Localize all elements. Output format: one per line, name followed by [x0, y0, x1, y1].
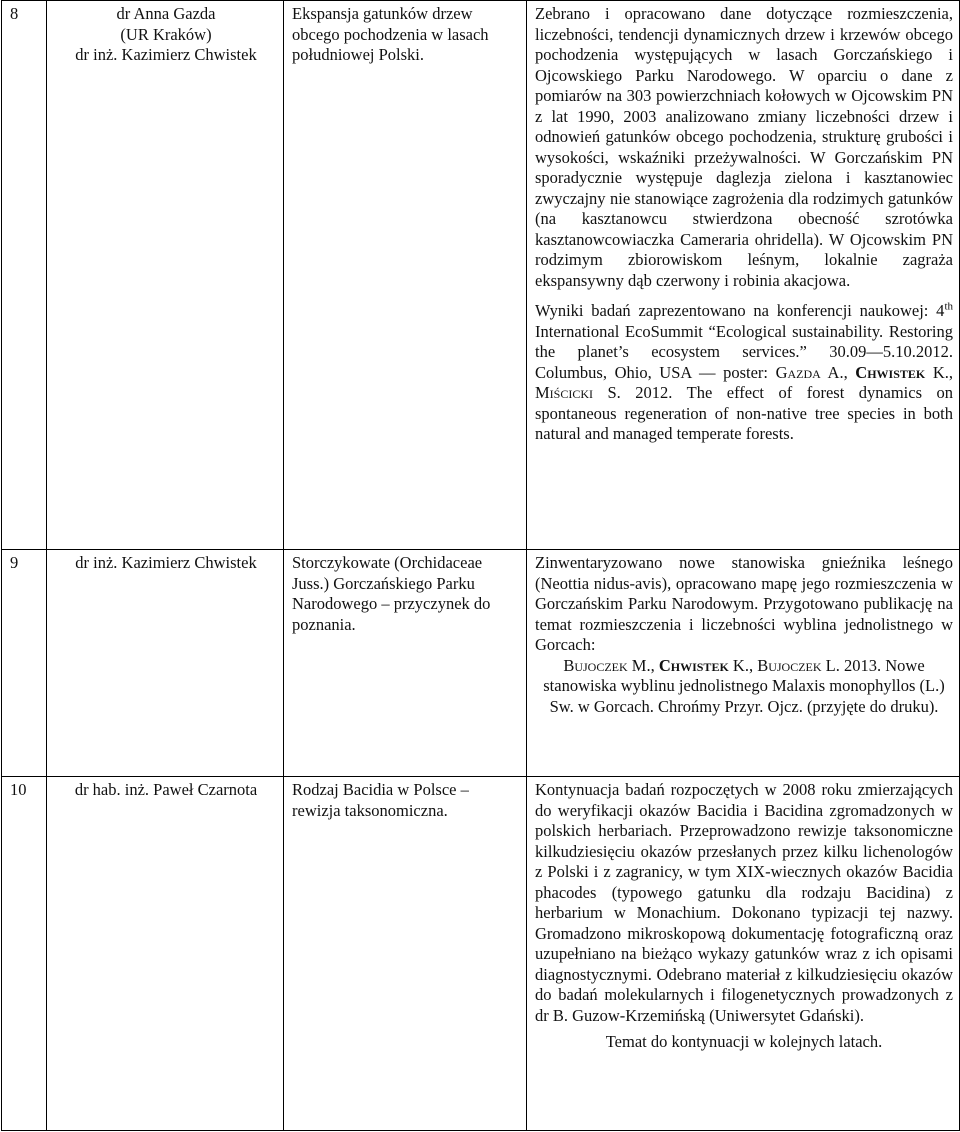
superscript: th [944, 300, 953, 313]
topic-cell [284, 550, 527, 777]
author-name: Bujoczek [563, 655, 628, 675]
description-paragraph [535, 301, 953, 445]
description [527, 777, 959, 1053]
description-paragraph: Zinwentaryzowano nowe stanowiska gnieźnika leśnego (Neottia nidus-avis), opracowano mapę jego rozmieszczenia w Gorczańskim Parku Narodowym. Przygotowano publikację na temat rozmieszczenia i liczebności wyblina jednolistnego w Gorcach: [535, 553, 953, 654]
author-name: Bujoczek [757, 655, 822, 675]
text-run: Wyniki badań zaprezentowano na konferencji naukowej: 4 [535, 301, 945, 320]
topic-title: Ekspansja gatunków drzew obcego pochodzenia w lasach południowej Polski. [292, 4, 489, 64]
row-number-cell [2, 550, 47, 777]
person-cell [47, 1, 284, 550]
person-name: dr Anna Gazda [116, 4, 216, 23]
description-paragraph: Zebrano i opracowano dane dotyczące rozmieszczenia, liczebności, tendencji dynamicznych drzew i krzewów obcego pochodzenia występujących w lasach Gorczańskiego i Ojcowskiego Parku Narodowego. W oparciu o dane z pomiarów na 303 powierzchniach kołowych w Ojcowskim PN z lat 1990, 2003 analizowano zmiany liczebności drzew i odnowień gatunków obcego pochodzenia, strukturę grubości i wysokości, wskaźniki przeżywalności. W Gorczańskim PN sporadycznie występuje daglezja zielona i kasztanowiec zwyczajny nie stanowiące zagrożenia dla rodzimych gatunków (na kasztanowcu stwierdzona obecność szrotówka kasztanowcowiaczka Cameraria ohridella). W Ojcowskim PN rodzimym zbiorowiskom leśnym, lokalnie zagraża ekspansywny dąb czerwony i robinia akacjowa. [535, 4, 953, 290]
person-cell [47, 550, 284, 777]
person-cell [47, 777, 284, 1131]
text-run: A., [820, 362, 856, 382]
table-row [2, 550, 960, 777]
text-run: K., [925, 362, 953, 382]
author-name: Miścicki [535, 383, 594, 402]
author-name: Gazda [775, 362, 821, 382]
text-run: S. 2012. The effect of forest dynamics on spontaneous regeneration of non-native tree species in both natural and managed temperate forests. [535, 383, 953, 443]
text-run: M., [627, 655, 659, 675]
description-cell [527, 550, 960, 777]
text-run: K., [728, 655, 758, 675]
text-run: International EcoSummit “Ecological sustainability. Restoring the planet’s ecosystem services.” 30.09—5.10.2012. Columbus, Ohio, USA — poster: [535, 321, 953, 382]
table-row [2, 777, 960, 1131]
person-name: dr hab. inż. Paweł Czarnota [74, 780, 258, 799]
person-affiliation: (UR Kraków) [120, 24, 212, 44]
description-cell [527, 777, 960, 1131]
topic-cell [284, 777, 527, 1131]
person-names [47, 1, 283, 66]
description-paragraph: Kontynuacja badań rozpoczętych w 2008 roku zmierzających do weryfikacji okazów Bacidia i Bacidina zgromadzonych w polskich herbariach. Przeprowadzono rewizje taksonomiczne kilkudziesięciu okazów przesłanych przez kilku lichenologów z Polski i z zagranicy, w tym XIX-wiecznych okazów Bacidia phacodes (typowego gatunku dla rodzaju Bacidina) z herbarium w Monachium. Dokonano typizacji tej nazwy. Gromadzono mikroskopową dokumentację fotograficzną oraz uzupełniano na bieżąco wykazy gatunków wraz z ich opisami diagnostycznymi. Odebrano materiał z kilkudziesięciu okazów do badań molekularnych i filogenetycznych prowadzonych z dr B. Guzow-Krzemińską (Uniwersytet Gdański). [535, 780, 953, 1025]
description [527, 1, 959, 445]
person-name: dr inż. Kazimierz Chwistek [75, 45, 257, 64]
row-number: 8 [10, 4, 19, 23]
person-names [47, 550, 283, 574]
topic-cell [284, 1, 527, 550]
description-paragraph: Temat do kontynuacji w kolejnych latach. [605, 1032, 883, 1051]
table-row [2, 1, 960, 550]
description-cell [527, 1, 960, 550]
person-names [47, 777, 283, 801]
author-name: Chwistek [658, 655, 729, 675]
row-number: 10 [10, 780, 27, 799]
description [527, 550, 959, 717]
author-name: Chwistek [855, 362, 926, 382]
description-paragraph [535, 656, 953, 718]
text-run: L. 2013. Nowe stanowiska wyblinu jednolistnego Malaxis monophyllos (L.) Sw. w Gorcach. Chrońmy Przyr. Ojcz. (przyjęte do druku). [543, 655, 945, 716]
row-number-cell [2, 777, 47, 1131]
topic-title: Rodzaj Bacidia w Polsce – rewizja taksonomiczna. [292, 780, 469, 820]
person-name: dr inż. Kazimierz Chwistek [75, 553, 257, 572]
report-table [1, 0, 960, 1131]
row-number-cell [2, 1, 47, 550]
topic-title: Storczykowate (Orchidaceae Juss.) Gorczańskiego Parku Narodowego – przyczynek do poznania. [292, 553, 491, 634]
row-number: 9 [10, 553, 19, 572]
